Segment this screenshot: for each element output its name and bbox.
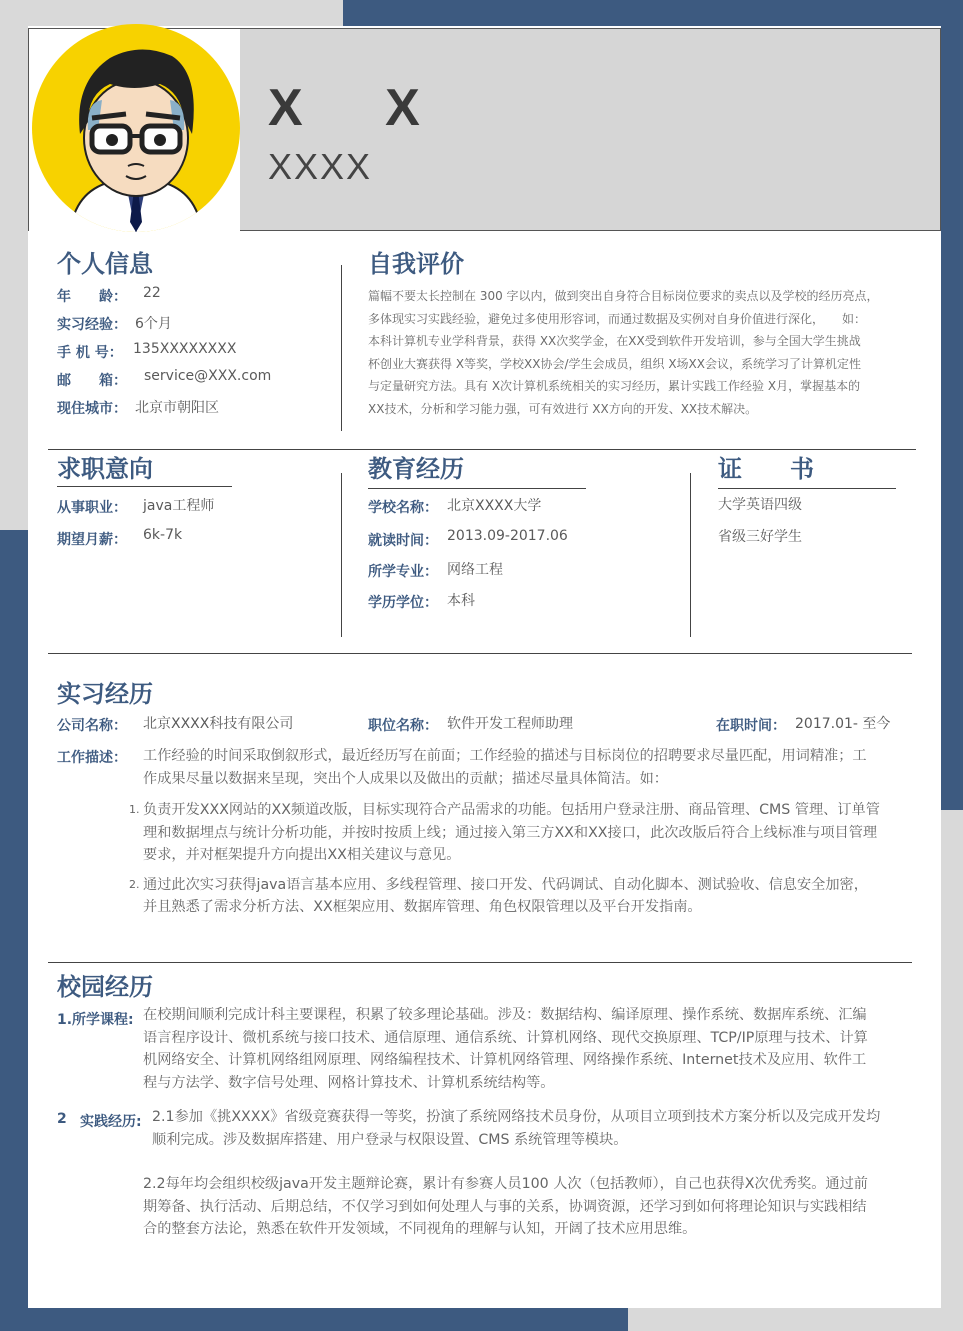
personal-info-title: 个人信息 [57,250,153,278]
courses-line: 机网络安全、计算机网络组网原理、网络编程技术、计算机网络管理、网络操作系统、Internet技术及应用、软件工 [143,1052,867,1069]
city-label: 现住城市： [57,401,127,417]
job-intent-title: 求职意向 [57,455,153,483]
header-border-left [28,28,29,231]
degree-label: 学历学位： [368,595,438,611]
work-desc-line: 作成果尽量以数据来呈现，突出个人成果以及做出的贡献；描述尽量具体简洁。如： [143,770,668,787]
avatar-image [30,22,242,234]
courses-line: 在校期间顺利完成计科主要课程，积累了较多理论基础。涉及：数据结构、编译原理、操作系统、数据库系统、汇编 [143,1007,867,1023]
practice-line: 顺利完成。涉及数据库搭建、用户登录与权限设置、CMS 系统管理等模块。 [152,1131,628,1148]
applicant-subtitle: XXXX [268,146,373,187]
salary-value: 6k-7k [143,527,183,543]
list-item-number: 1. [129,803,140,816]
job-title-label: 从事职业： [57,500,127,516]
courses-label: 1.所学课程: [57,1012,134,1028]
school-value: 北京XXXX大学 [447,498,542,514]
campus-title: 校园经历 [57,973,153,1001]
certificate-item: 大学英语四级 [718,497,802,513]
practice-line: 2.1参加《挑XXXX》省级竞赛获得一等奖，扮演了系统网络技术员身份，从项目立项到技术方案分析以及完成开发均 [152,1109,881,1125]
list-item-line: 理和数据埋点与统计分析功能，并按时按质上线；通过接入第三方XX和XX接口，此次改版后符合上线标准与项目管理 [143,824,878,841]
self-eval-line: 篇幅不要太长控制在 300 字以内，做到突出自身符合目标岗位要求的卖点以及学校的经历亮点， [368,289,879,303]
divider-vertical-mid-1 [341,473,342,637]
courses-line: 程与方法学、数字信号处理、网格计算技术、计算机系统结构等。 [143,1074,555,1091]
salary-label: 期望月薪： [57,532,127,548]
divider-horizontal-2 [48,653,912,654]
list-item [129,799,905,867]
internship-title: 实习经历 [57,680,153,708]
practice-text-2 [143,1173,905,1241]
position-label: 职位名称： [368,718,438,734]
company-value: 北京XXXX科技有限公司 [143,716,294,732]
list-item-line: 通过此次实习获得java语言基本应用、多线程管理、接口开发、代码调试、自动化脚本、测试验收、信息安全加密， [143,876,868,893]
practice-label: 实践经历: [80,1114,142,1130]
education-title: 教育经历 [368,455,464,483]
work-desc-label: 工作描述： [57,750,127,766]
list-item-line: 负责开发XXX网站的XX频道改版，目标实现符合产品需求的功能。包括用户登录注册、商品管理、CMS 管理、订单管 [143,802,880,818]
email-label: 邮 箱： [57,373,127,389]
job-title-value: java工程师 [143,498,215,514]
position-value: 软件开发工程师助理 [447,716,573,732]
phone-value: 135XXXXXXXX [133,341,237,357]
self-eval-line: 多体现实习实践经验，避免过多使用形容词，而通过数据及实例对自身价值进行深化， 如： [368,311,867,326]
divider-vertical-top [341,265,342,431]
self-eval-line: 本科计算机专业学科背景，获得 XX次奖学金，在XX受到软件开发培训，参与全国大学生挑战 [368,334,861,349]
list-item-line: 并且熟悉了需求分析方法、XX框架应用、数据库管理、角色权限管理以及平台开发指南。 [143,899,702,916]
certificates-title: 证 书 [718,455,814,483]
list-item-line: 要求，并对框架提升方向提出XX相关建议与意见。 [143,847,461,864]
school-label: 学校名称： [368,500,438,516]
phone-label: 手 机 号： [57,345,123,361]
study-time-label: 就读时间： [368,533,438,549]
work-desc-text [143,745,903,790]
experience-value: 6个月 [135,316,172,332]
practice-line: 2.2每年均会组织校级java开发主题辩论赛，累计有参赛人员100 人次（包括教师），自己也获得X次优秀奖。通过前 [143,1176,868,1192]
job-intent-underline [57,486,232,487]
company-label: 公司名称： [57,718,127,734]
applicant-name: X X [268,79,454,137]
city-value: 北京市朝阳区 [135,400,219,416]
divider-horizontal-3 [48,962,912,963]
study-time-value: 2013.09-2017.06 [447,528,568,544]
major-value: 网络工程 [447,562,503,578]
tenure-label: 在职时间： [716,718,786,734]
age-value: 22 [143,285,161,301]
practice-line: 合的整套方法论，熟悉在软件开发领域，不同视角的理解与认知，开阔了技术应用思维。 [143,1221,697,1238]
courses-text [143,1004,905,1094]
work-desc-line: 工作经验的时间采取倒叙形式，最近经历写在前面；工作经验的描述与目标岗位的招聘要求尽量匹配，用词精准；工 [143,748,867,764]
education-underline [368,488,586,489]
practice-number: 2 [57,1111,67,1127]
divider-vertical-mid-2 [690,473,691,637]
list-item [129,874,905,919]
certificates-underline [718,488,896,489]
tenure-value: 2017.01- 至今 [795,716,891,732]
self-eval-line: 杯创业大赛获得 X等奖，学校XX协会/学生会成员，组织 X场XX会议，系统学习了计算机定性 [368,356,861,371]
major-label: 所学专业： [368,564,438,580]
experience-label: 实习经验： [57,317,127,333]
age-label: 年 龄： [57,289,127,305]
certificate-item: 省级三好学生 [718,529,802,545]
practice-text-1 [152,1106,908,1151]
degree-value: 本科 [447,593,475,609]
work-items-list [129,799,905,926]
background-navy-bottom [0,1305,628,1331]
email-value: service@XXX.com [144,368,272,384]
courses-line: 语言程序设计、微机系统与接口技术、通信原理、通信系统、计算机网络、现代交换原理、TCP/IP原理与技术、计算 [143,1029,868,1046]
self-eval-text [368,285,916,421]
practice-line: 期筹备、执行活动、后期总结，不仅学习到如何处理人与事的关系，协调资源，还学习到如何将理论知识与实践相结 [143,1198,867,1215]
self-eval-line: XX技术，分析和学习能力强，可有效进行 XX方向的开发、XX技术解决。 [368,401,758,416]
list-item-number: 2. [129,877,140,891]
self-eval-line: 与定量研究方法。具有 X次计算机系统相关的实习经历，累计实践工作经验 X月，掌握基本的 [368,379,861,394]
self-eval-title: 自我评价 [368,250,464,278]
